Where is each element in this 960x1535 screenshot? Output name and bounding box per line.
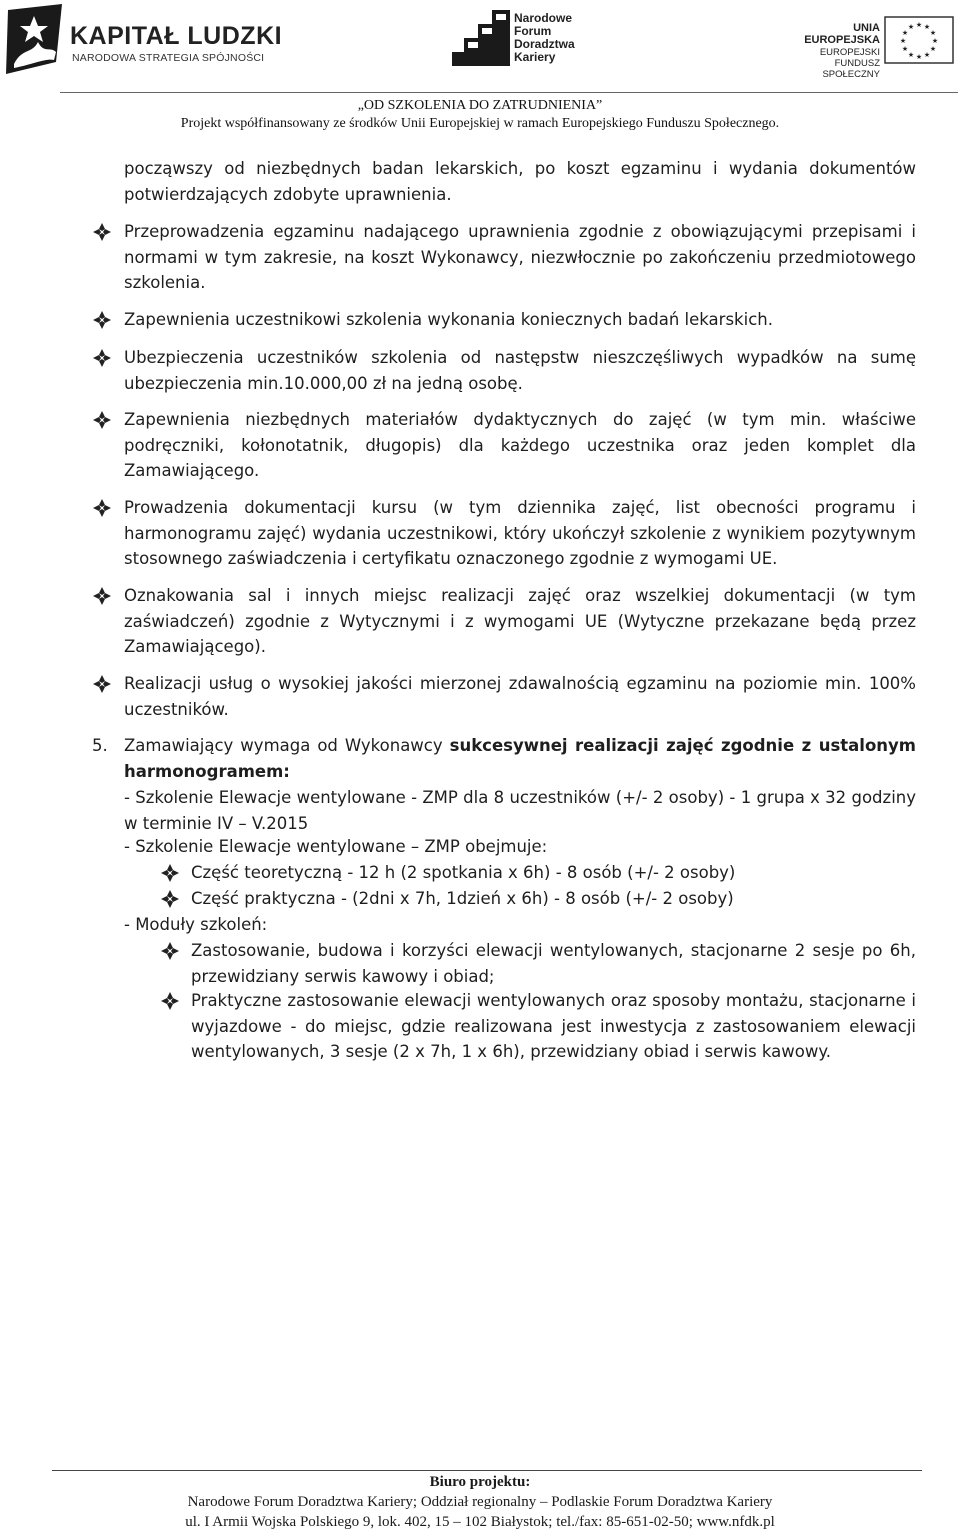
list-item: Przeprowadzenia egzaminu nadającego uprawnienia zgodnie z obowiązującymi przepisami i normami w tym zakresie, na koszt Wykonawcy, niezwłocznie po zakończeniu przedmiotowego szkolenia. [124,222,916,292]
item5-line2: - Szkolenie Elewacje wentylowane – ZMP obejmuje: [124,837,548,856]
footer-title: Biuro projektu: [429,1474,531,1490]
svg-text:★: ★ [907,51,915,59]
item-number: 5. [92,736,108,755]
list-item: Zastosowanie, budowa i korzyści elewacji wentylowanych, stacjonarne 2 sesje po 6h, przewidziany serwis kawowy i obiad; [191,941,916,986]
diamond-bullet-icon [160,941,180,961]
header-divider [60,92,958,93]
diamond-bullet-icon [92,674,112,694]
item5-line1: - Szkolenie Elewacje wentylowane - ZMP dla 8 uczestników (+/- 2 osoby) - 1 grupa x 32 godziny w terminie IV – V.2015 [124,788,916,833]
kapital-ludzki-logo [4,2,283,78]
nfdk-stairs-icon [452,8,512,72]
intro-paragraph: począwszy od niezbędnych badan lekarskich, po koszt egzaminu i wydania dokumentów potwierdzających zdobyte uprawnienia. [124,159,916,204]
footer-organization: Narodowe Forum Doradztwa Kariery; Oddział regionalny – Podlaskie Forum Doradztwa Kariery [187,1494,773,1510]
svg-text:★: ★ [901,45,909,53]
diamond-bullet-icon [160,889,180,909]
diamond-bullet-icon [160,863,180,883]
eu-logo [780,16,958,80]
svg-text:★: ★ [901,29,909,37]
svg-text:★: ★ [923,51,931,59]
eu-text: UNIA EUROPEJSKA EUROPEJSKI FUNDUSZ SPOŁECZNY [804,22,880,80]
diamond-bullet-icon [92,348,112,368]
svg-text:★: ★ [929,45,937,53]
list-item: Część teoretyczną - 12 h (2 spotkania x 6h) - 8 osób (+/- 2 osoby) [191,863,736,882]
list-item: Praktyczne zastosowanie elewacji wentylowanych oraz sposoby montażu, stacjonarne i wyjazdowe - do miejsc, gdzie realizowana jest inwestycja z zastosowaniem elewacji wentylowanych, 3 sesje (2 x 7h, 1 x 6h), przewidziany obiad i serwis kawowy. [191,991,916,1061]
project-name: „OD SZKOLENIA DO ZATRUDNIENIA” [357,98,603,113]
project-funding: Projekt współfinansowany ze środków Unii Europejskiej w ramach Europejskiego Funduszu Społecznego. [180,116,780,131]
list-item: Oznakowania sal i innych miejsc realizacji zajęć oraz wszelkiej dokumentacji (w tym zaświadczeń) zgodnie z Wytycznymi i z wymogami UE (Wytyczne przekazane będą przez Zamawiającego). [124,586,916,656]
footer-divider [52,1470,922,1471]
list-item: Zapewnienia uczestnikowi szkolenia wykonania koniecznych badań lekarskich. [124,310,773,329]
svg-text:★: ★ [899,37,907,45]
footer-address: ul. I Armii Wojska Polskiego 9, lok. 402, 15 – 102 Białystok; tel./fax: 85-651-02-50; www.nfdk.pl [185,1514,775,1530]
list-item: Zapewnienia niezbędnych materiałów dydaktycznych do zajęć (w tym min. właściwe podręczniki, kołonotatnik, długopis) dla każdego uczestnika oraz jeden komplet dla Zamawiającego. [124,410,916,480]
list-item: Prowadzenia dokumentacji kursu (w tym dziennika zajęć, list obecności programu i harmonogramu zajęć) wydania uczestnikowi, który ukończył szkolenie z wynikiem pozytywnym stosownego zaświadczenia i certyfikatu oznaczonego zgodnie z wymogami UE. [124,498,916,568]
item5-heading: Zamawiający wymaga od Wykonawcy sukcesywnej realizacji zajęć zgodnie z ustalonym harmonogramem: [124,736,916,781]
svg-text:★: ★ [923,23,931,31]
diamond-bullet-icon [92,586,112,606]
nfdk-logo [452,8,575,72]
list-item: Realizacji usług o wysokiej jakości mierzonej zdawalnością egzaminu na poziomie min. 100% uczestników. [124,674,916,719]
list-item: Część praktyczna - (2dni x 7h, 1dzień x 6h) - 8 osób (+/- 2 osoby) [191,889,734,908]
diamond-bullet-icon [160,991,180,1011]
list-item: Ubezpieczenia uczestników szkolenia od następstw nieszczęśliwych wypadków na sumę ubezpieczenia min.10.000,00 zł na jedną osobę. [124,348,916,393]
kapital-ludzki-subtitle: NARODOWA STRATEGIA SPÓJNOŚCI [72,52,265,64]
svg-text:★: ★ [931,37,939,45]
kapital-ludzki-emblem-icon [4,2,66,78]
svg-text:★: ★ [929,29,937,37]
nfdk-name: Narodowe Forum Doradztwa Kariery [514,11,575,64]
diamond-bullet-icon [92,222,112,242]
kapital-ludzki-title: KAPITAŁ LUDZKI [70,22,283,50]
diamond-bullet-icon [92,498,112,518]
eu-flag-icon [884,16,954,64]
item5-line3: - Moduły szkoleń: [124,915,268,934]
diamond-bullet-icon [92,410,112,430]
svg-text:★: ★ [915,53,923,61]
svg-text:★: ★ [907,23,915,31]
diamond-bullet-icon [92,310,112,330]
svg-text:★: ★ [915,21,923,29]
